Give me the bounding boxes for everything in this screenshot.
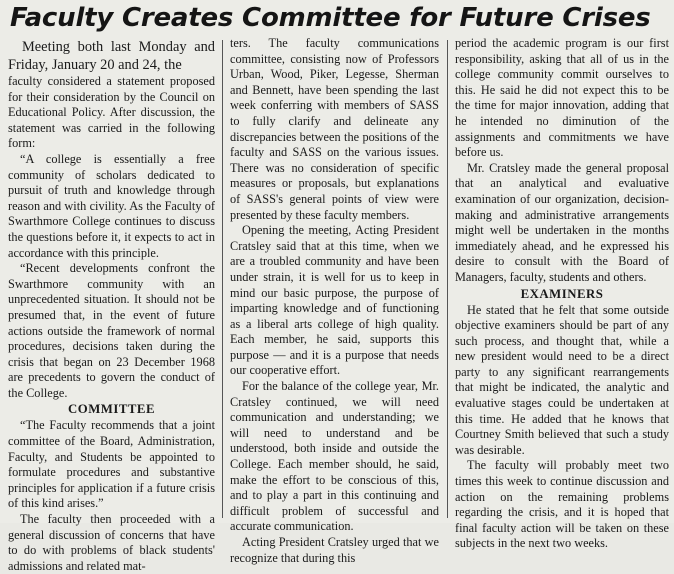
paragraph: Opening the meeting, Acting President Cratsley said that at this time, when we are a troubled community and have been under strain, it is well for us to keep in mind our basic purpose, the purpose of imparting knowledge and of functioning as a liberal arts college of high quality. Each member, he said, supports this purpose — and it is a purpose that needs our cooperative effort.	[230, 223, 439, 378]
article-column-1	[8, 38, 215, 573]
article-column-2	[230, 36, 439, 565]
paragraph: The faculty then proceeded with a general discussion of concerns that have to do with problems of black students' admissions and related mat-	[8, 512, 215, 573]
paragraph: For the balance of the college year, Mr. Cratsley continued, we will need communication and understanding; we will need to understand and be understood, both inside and outside the College. Each member should, he said, make the effort to be conscious of this, and to play a part in this continuing and difficult problem of successful and accurate communication.	[230, 379, 439, 534]
paragraph: period the academic program is our first responsibility, asking that all of us in the college community commit ourselves to this. He said he did not expect this to be the time for major innovation, adding that he intended no diminution of the assignments and commitments we have before us.	[455, 36, 669, 160]
lead-paragraph: Meeting both last Monday and Friday, January 20 and 24, the	[8, 39, 215, 73]
headline: Faculty Creates Committee for Future Crises	[10, 3, 651, 33]
paragraph: He stated that he felt that some outside objective examiners should be part of any such process, and thought that, while a new president would need to be a direct party to any significant rearrangements that might be indicated, the analytic and evaluative stages could be undertaken at this time. He added that he knows that Courtney Smith believed that such a study was desirable.	[455, 302, 669, 457]
section-heading-committee: COMMITTEE	[68, 402, 155, 417]
column-divider	[447, 40, 448, 518]
column-divider	[222, 40, 223, 518]
paragraph: The faculty will probably meet two times this week to continue discussion and action on the remaining problems regarding the crisis, and it is hoped that final faculty action will be taken on these subjects in the next two weeks.	[455, 458, 669, 551]
paragraph: faculty considered a statement proposed for their consideration by the Council on Educational Policy. After discussion, the statement was carried in the following form:	[8, 74, 215, 151]
paragraph: “Recent developments confront the Swarthmore community with an unprecedented situation. It should not be presumed that, in the event of future actions outside the framework of normal procedures, decisions taken during the crisis that began on 23 December 1968 are precedents to govern the conduct of the College.	[8, 261, 215, 400]
paragraph: Acting President Cratsley urged that we recognize that during this	[230, 535, 439, 565]
paragraph: “A college is essentially a free community of scholars dedicated to pursuit of truth and knowledge through reason and with civility. As the Faculty of Swarthmore College continues to discuss the questions before it, it expects to act in accordance with this principle.	[8, 151, 215, 260]
paragraph: Mr. Cratsley made the general proposal that an analytical and evaluative examination of our organization, decision-making and administrative arrangements might well be undertaken in the months immediately ahead, and he expressed his desire to consult with the Board of Managers, faculty, students and others.	[455, 160, 669, 284]
section-heading-examiners: EXAMINERS	[520, 286, 604, 301]
paragraph: “The Faculty recommends that a joint committee of the Board, Administration, Faculty, and Students be appointed to formulate procedures and substantive principles for application if a future crisis of this kind arises.”	[8, 418, 215, 511]
paragraph: ters. The faculty communications committee, consisting now of Professors Urban, Wood, Piker, Legesse, Sherman and Bennett, have been spending the last week conferring with members of SASS to fully clarify and delineate any discrepancies between the positions of the faculty and SASS on the various issues. There was no consideration of specific measures or proposals, but explanations of SASS's general points of view were presented by these faculty members.	[230, 36, 439, 222]
article-column-3	[455, 36, 669, 551]
